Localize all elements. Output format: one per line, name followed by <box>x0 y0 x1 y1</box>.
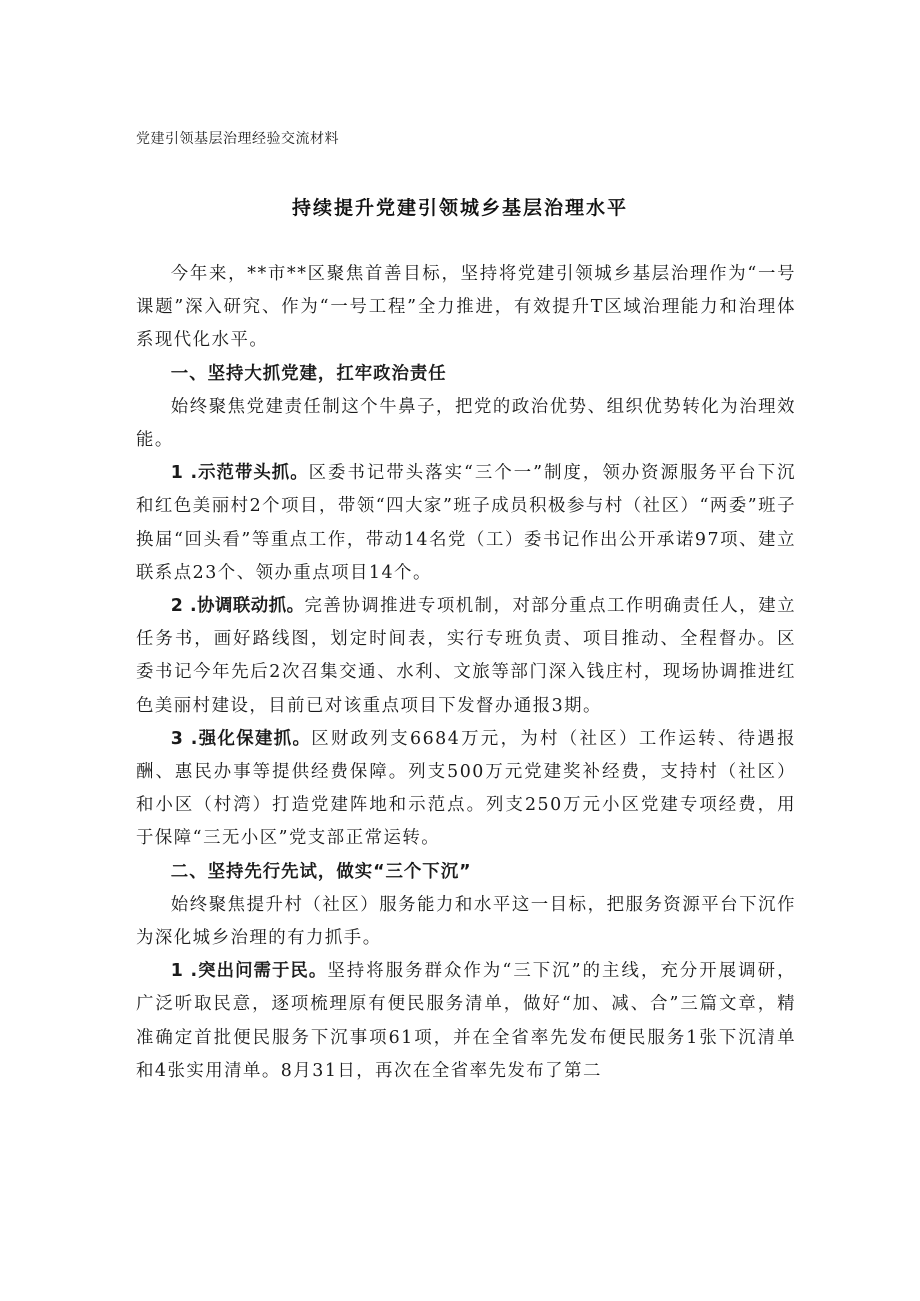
section-1-heading: 一、坚持大抓党建，扛牢政治责任 <box>170 363 447 384</box>
section-1-item-2-text: 完善协调推进专项机制，对部分重点工作明确责任人，建立任务书，画好路线图，划定时间表，实行专班负责、项目推动、全程督办。区委书记今年先后2次召集交通、水利、文旅等部门深入钱庄村，现场协调推进红色美丽村建设，目前已对该重点项目下发督办通报3期。 <box>136 596 796 716</box>
section-1-item-3-text: 区财政列支6684万元，为村（社区）工作运转、待遇报酬、惠民办事等提供经费保障。列支500万元党建奖补经费，支持村（社区）和小区（村湾）打造党建阵地和示范点。列支250万元小区党建专项经费，用于保障“三无小区”党支部正常运转。 <box>136 728 796 849</box>
section-2-item-1-title: 1 .突出问需于民。 <box>170 961 328 982</box>
section-2-heading: 二、坚持先行先试，做实“三个下沉” <box>170 861 472 882</box>
section-1-item-3 <box>136 723 796 856</box>
section-1-item-1 <box>136 457 796 590</box>
document-category-label: 党建引领基层治理经验交流材料 <box>136 131 339 147</box>
section-1-item-2-title: 2 .协调联动抓。 <box>170 596 305 617</box>
section-1-item-1-title: 1 .示范带头抓。 <box>170 463 309 484</box>
section-2-item-1-text: 坚持将服务群众作为“三下沉”的主线，充分开展调研，广泛听取民意，逐项梳理原有便民服务清单，做好“加、减、合”三篇文章，精准确定首批便民服务下沉事项61项，并在全省率先发布便民服务1张下沉清单和4张实用清单。8月31日，再次在全省率先发布了第二 <box>136 961 796 1081</box>
document-title: 持续提升党建引领城乡基层治理水平 <box>291 197 628 219</box>
intro-paragraph: 今年来，**市**区聚焦首善目标，坚持将党建引领城乡基层治理作为“一号课题”深入研究、作为“一号工程”全力推进，有效提升T区域治理能力和治理体系现代化水平。 <box>136 264 796 351</box>
section-1-item-1-text: 区委书记带头落实“三个一”制度，领办资源服务平台下沉和红色美丽村2个项目，带领“四大家”班子成员积极参与村（社区）“两委”班子换届“回头看”等重点工作，带动14名党（工）委书记作出公开承诺97项、建立联系点23个、领办重点项目14个。 <box>136 463 796 583</box>
section-2-item-1 <box>136 955 796 1088</box>
section-1-item-2 <box>136 590 796 723</box>
section-1-lead-paragraph: 始终聚焦党建责任制这个牛鼻子，把党的政治优势、组织优势转化为治理效能。 <box>136 396 796 451</box>
section-1-item-3-title: 3 .强化保建抓。 <box>170 728 312 749</box>
document-body <box>136 258 796 1088</box>
section-2-lead-paragraph: 始终聚焦提升村（社区）服务能力和水平这一目标，把服务资源平台下沉作为深化城乡治理的有力抓手。 <box>136 894 796 949</box>
